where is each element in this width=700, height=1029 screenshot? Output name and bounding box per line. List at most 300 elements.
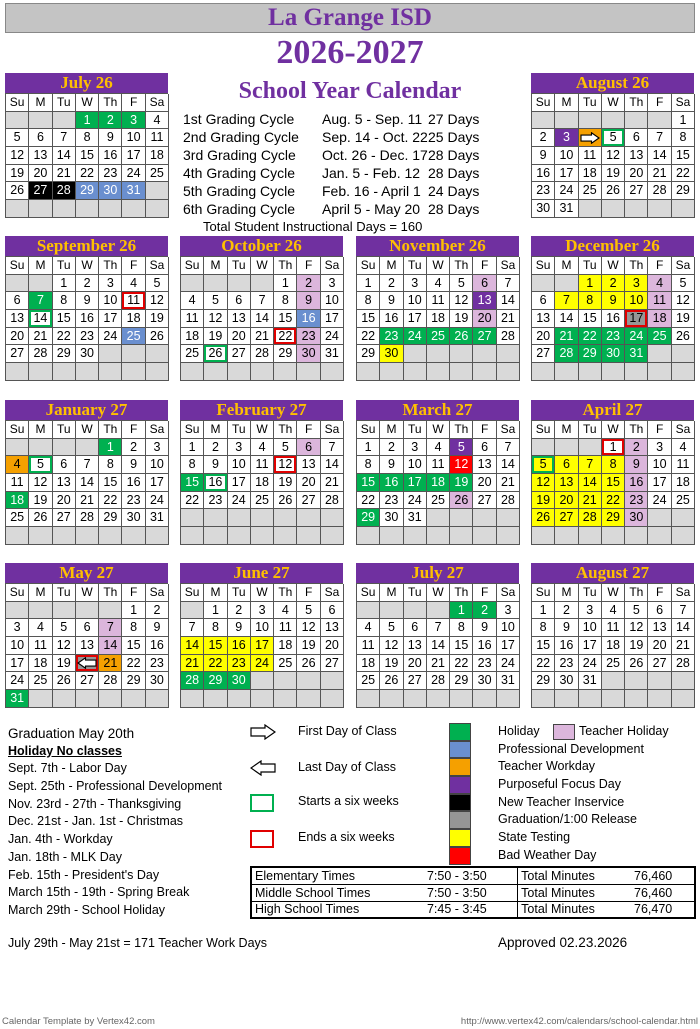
empty-day-cell [228, 275, 251, 293]
empty-day-cell [555, 439, 578, 457]
day-cell: 24 [555, 182, 578, 200]
empty-day-cell [76, 439, 99, 457]
legend-label: State Testing [498, 830, 571, 845]
day-cell: 1 [204, 602, 227, 620]
weekday-header: M [29, 257, 52, 275]
day-cell: 21 [672, 637, 695, 655]
day-cell: 27 [648, 655, 671, 673]
day-cell: 14 [181, 637, 204, 655]
empty-day-cell [274, 690, 297, 708]
day-cell: 9 [228, 619, 251, 637]
weekday-header: Su [357, 421, 380, 439]
weekday-header: M [555, 257, 578, 275]
weekday-header: Th [99, 94, 122, 112]
day-cell: 5 [274, 439, 297, 457]
day-cell: 20 [473, 474, 496, 492]
day-cell: 14 [53, 147, 76, 165]
school-level: Elementary Times [251, 867, 424, 884]
day-cell: 12 [297, 619, 320, 637]
empty-day-cell [181, 602, 204, 620]
school-level: High School Times [255, 902, 360, 917]
day-cell: 13 [29, 147, 52, 165]
empty-day-cell [380, 602, 403, 620]
empty-day-cell [321, 672, 344, 690]
day-cell: 6 [228, 292, 251, 310]
day-cell: 2 [555, 602, 578, 620]
empty-day-cell [404, 345, 427, 363]
day-cell: 9 [76, 292, 99, 310]
weekday-header: Su [6, 257, 29, 275]
empty-day-cell [555, 363, 578, 381]
day-cell: 14 [76, 474, 99, 492]
day-cell: 13 [648, 619, 671, 637]
month-calendar [5, 563, 168, 708]
teacher-work-days: July 29th - May 21st = 171 Teacher Work Days [8, 936, 268, 950]
weekday-header: W [602, 94, 625, 112]
empty-day-cell [321, 363, 344, 381]
weekday-header: Su [357, 257, 380, 275]
day-cell: 8 [450, 619, 473, 637]
empty-day-cell [648, 690, 671, 708]
day-cell: 19 [532, 492, 555, 510]
school-hours: 7:50 - 3:50 [424, 867, 518, 884]
weekday-header: M [555, 421, 578, 439]
empty-day-cell [473, 345, 496, 363]
empty-day-cell [251, 363, 274, 381]
color-legend [449, 723, 697, 865]
day-cell: 29 [532, 672, 555, 690]
empty-day-cell [53, 602, 76, 620]
weekday-header: Su [181, 421, 204, 439]
legend-row [449, 723, 697, 741]
day-cell: 20 [555, 492, 578, 510]
day-cell: 30 [380, 509, 403, 527]
month-title: November 26 [356, 236, 519, 256]
day-cell: 19 [450, 474, 473, 492]
day-cell: 8 [76, 129, 99, 147]
calendar-subtitle: School Year Calendar [238, 78, 462, 104]
day-cell: 26 [146, 328, 169, 346]
weekday-header: Tu [579, 257, 602, 275]
weekday-header: M [380, 421, 403, 439]
month-title: December 26 [531, 236, 694, 256]
day-cell: 15 [99, 474, 122, 492]
day-cell: 8 [357, 292, 380, 310]
day-cell: 17 [321, 310, 344, 328]
empty-day-cell [146, 363, 169, 381]
empty-day-cell [497, 345, 520, 363]
day-cell: 13 [473, 456, 496, 474]
weekday-header: W [76, 94, 99, 112]
day-cell: 21 [321, 474, 344, 492]
weekday-header: F [122, 94, 145, 112]
day-cell: 25 [427, 328, 450, 346]
cycle-name: 2nd Grading Cycle [183, 129, 299, 145]
day-cell: 26 [53, 672, 76, 690]
empty-day-cell [204, 509, 227, 527]
empty-day-cell [251, 527, 274, 545]
legend-row [449, 811, 697, 829]
day-cell: 11 [672, 456, 695, 474]
day-cell: 21 [76, 492, 99, 510]
empty-day-cell [450, 527, 473, 545]
day-cell: 16 [122, 474, 145, 492]
graduation-note: Graduation May 20th [8, 726, 135, 741]
day-cell: 23 [99, 165, 122, 183]
day-cell: 24 [497, 655, 520, 673]
day-cell: 7 [427, 619, 450, 637]
day-cell: 20 [228, 328, 251, 346]
month-grid [531, 93, 694, 218]
day-cell: 24 [122, 165, 145, 183]
empty-day-cell [29, 363, 52, 381]
day-cell: 17 [648, 474, 671, 492]
day-cell: 8 [357, 456, 380, 474]
day-cell: 2 [380, 439, 403, 457]
empty-day-cell [29, 275, 52, 293]
day-cell: 15 [122, 637, 145, 655]
day-cell: 27 [76, 672, 99, 690]
weekday-header: Sa [497, 584, 520, 602]
day-cell: 21 [427, 655, 450, 673]
day-cell: 5 [204, 292, 227, 310]
day-cell: 20 [297, 474, 320, 492]
holiday-item: Feb. 15th - President's Day [8, 867, 160, 882]
month-title: June 27 [180, 563, 343, 583]
empty-day-cell [29, 200, 52, 218]
day-cell: 11 [579, 147, 602, 165]
grading-cycle-row [183, 182, 523, 200]
day-cell: 9 [602, 292, 625, 310]
day-cell: 21 [648, 165, 671, 183]
weekday-header: Sa [321, 584, 344, 602]
cycle-days: 28 Days [428, 201, 480, 217]
empty-day-cell [579, 200, 602, 218]
day-cell: 13 [297, 456, 320, 474]
day-cell: 28 [427, 672, 450, 690]
day-cell: 20 [625, 165, 648, 183]
day-cell: 5 [532, 456, 555, 474]
legend-swatch [449, 723, 471, 741]
empty-day-cell [648, 112, 671, 130]
weekday-header: W [251, 584, 274, 602]
weekday-header: F [122, 421, 145, 439]
month-title: October 26 [180, 236, 343, 256]
day-cell: 21 [181, 655, 204, 673]
day-cell: 25 [579, 182, 602, 200]
empty-day-cell [181, 363, 204, 381]
day-cell: 25 [146, 165, 169, 183]
day-cell: 4 [122, 275, 145, 293]
minutes-label: Total Minutes [521, 902, 595, 917]
weekday-header: Su [532, 94, 555, 112]
empty-day-cell [555, 690, 578, 708]
day-cell: 2 [146, 602, 169, 620]
weekday-header: Sa [146, 584, 169, 602]
day-cell: 25 [122, 328, 145, 346]
red-box-icon [250, 830, 274, 848]
day-cell: 24 [625, 328, 648, 346]
day-cell: 1 [122, 602, 145, 620]
day-cell: 14 [672, 619, 695, 637]
weekday-header: Tu [53, 257, 76, 275]
day-cell: 2 [297, 275, 320, 293]
day-cell: 4 [146, 112, 169, 130]
day-cell: 6 [29, 129, 52, 147]
day-cell: 29 [357, 509, 380, 527]
day-cell: 26 [274, 492, 297, 510]
empty-day-cell [380, 527, 403, 545]
day-cell: 7 [497, 439, 520, 457]
day-cell: 18 [29, 655, 52, 673]
empty-day-cell [29, 527, 52, 545]
day-cell: 14 [99, 637, 122, 655]
day-cell: 21 [53, 165, 76, 183]
weekday-header: M [29, 584, 52, 602]
weekday-header: Su [532, 257, 555, 275]
month-grid [180, 583, 343, 708]
day-cell: 7 [251, 292, 274, 310]
empty-day-cell [181, 527, 204, 545]
empty-day-cell [228, 363, 251, 381]
month-grid [531, 420, 694, 545]
day-cell: 17 [99, 310, 122, 328]
day-cell: 26 [625, 655, 648, 673]
legend-label: Teacher Holiday [579, 724, 669, 738]
day-cell: 22 [450, 655, 473, 673]
grading-cycle-row [183, 110, 523, 128]
day-cell: 1 [274, 275, 297, 293]
legend-swatch [449, 847, 471, 865]
day-cell: 8 [602, 456, 625, 474]
day-cell: 27 [53, 509, 76, 527]
day-cell: 2 [99, 112, 122, 130]
empty-day-cell [427, 602, 450, 620]
cycle-days: 24 Days [428, 183, 480, 199]
day-cell: 1 [181, 439, 204, 457]
day-cell: 31 [6, 690, 29, 708]
day-cell: 18 [6, 492, 29, 510]
empty-day-cell [497, 527, 520, 545]
day-cell: 31 [404, 509, 427, 527]
month-calendar [356, 400, 519, 545]
day-cell: 1 [579, 275, 602, 293]
day-cell: 24 [648, 492, 671, 510]
empty-day-cell [53, 112, 76, 130]
day-cell: 11 [6, 474, 29, 492]
empty-day-cell [473, 690, 496, 708]
day-cell: 8 [579, 292, 602, 310]
month-grid [356, 583, 519, 708]
day-cell: 2 [473, 602, 496, 620]
cycle-name: 5th Grading Cycle [183, 183, 296, 199]
cycle-days: 28 Days [428, 165, 480, 181]
empty-day-cell [76, 200, 99, 218]
day-cell: 29 [99, 509, 122, 527]
month-calendar [531, 236, 694, 381]
month-title: July 26 [5, 73, 168, 93]
month-title: August 27 [531, 563, 694, 583]
day-cell: 22 [122, 655, 145, 673]
day-cell: 23 [532, 182, 555, 200]
day-cell: 21 [99, 655, 122, 673]
day-cell: 15 [274, 310, 297, 328]
day-cell: 27 [625, 182, 648, 200]
day-cell: 12 [602, 147, 625, 165]
empty-day-cell [602, 200, 625, 218]
weekday-header: Sa [321, 257, 344, 275]
day-cell: 15 [602, 474, 625, 492]
weekday-header: Su [6, 94, 29, 112]
day-cell: 19 [274, 474, 297, 492]
weekday-header: F [473, 584, 496, 602]
day-cell: 1 [602, 439, 625, 457]
day-cell: 15 [357, 474, 380, 492]
weekday-header: Sa [672, 421, 695, 439]
holiday-item: Jan. 4th - Workday [8, 832, 113, 847]
day-cell: 15 [532, 637, 555, 655]
weekday-header: M [380, 584, 403, 602]
day-cell: 23 [76, 328, 99, 346]
day-cell: 16 [380, 474, 403, 492]
empty-day-cell [297, 690, 320, 708]
weekday-header: W [251, 257, 274, 275]
legend-label: Graduation/1:00 Release [498, 812, 637, 827]
day-cell: 16 [76, 310, 99, 328]
empty-day-cell [602, 363, 625, 381]
grading-cycles [183, 110, 523, 218]
day-cell: 10 [404, 456, 427, 474]
day-cell: 16 [146, 637, 169, 655]
day-cell: 30 [555, 672, 578, 690]
day-cell: 19 [602, 165, 625, 183]
day-cell: 31 [321, 345, 344, 363]
day-cell: 12 [532, 474, 555, 492]
day-cell: 12 [450, 456, 473, 474]
day-cell: 7 [99, 619, 122, 637]
weekday-header: W [427, 257, 450, 275]
day-cell: 8 [122, 619, 145, 637]
day-cell: 3 [579, 602, 602, 620]
day-cell: 19 [29, 492, 52, 510]
day-cell: 11 [146, 129, 169, 147]
empty-day-cell [404, 527, 427, 545]
empty-day-cell [427, 363, 450, 381]
day-cell: 27 [297, 492, 320, 510]
month-title: July 27 [356, 563, 519, 583]
day-cell: 5 [450, 439, 473, 457]
day-cell: 20 [404, 655, 427, 673]
day-cell: 14 [427, 637, 450, 655]
empty-day-cell [625, 527, 648, 545]
day-cell: 13 [404, 637, 427, 655]
day-cell: 11 [648, 292, 671, 310]
empty-day-cell [427, 509, 450, 527]
legend-swatch [449, 741, 471, 759]
day-cell: 29 [204, 672, 227, 690]
empty-day-cell [579, 690, 602, 708]
day-cell: 12 [450, 292, 473, 310]
weekday-header: Tu [228, 257, 251, 275]
day-cell: 3 [146, 439, 169, 457]
legend-swatch [553, 724, 575, 740]
total-minutes: 76,460 [631, 884, 695, 901]
day-cell: 12 [29, 474, 52, 492]
day-cell: 4 [672, 439, 695, 457]
weekday-header: F [473, 257, 496, 275]
day-cell: 15 [450, 637, 473, 655]
empty-day-cell [427, 345, 450, 363]
day-cell: 14 [321, 456, 344, 474]
day-cell: 17 [404, 310, 427, 328]
month-calendar [180, 400, 343, 545]
empty-day-cell [602, 112, 625, 130]
day-cell: 5 [602, 129, 625, 147]
weekday-header: Su [6, 584, 29, 602]
day-cell: 18 [672, 474, 695, 492]
weekday-header: Th [274, 421, 297, 439]
day-cell: 30 [532, 200, 555, 218]
day-cell: 4 [648, 275, 671, 293]
holiday-item: March 15th - 19th - Spring Break [8, 885, 190, 900]
day-cell: 17 [251, 637, 274, 655]
weekday-header: Tu [404, 257, 427, 275]
month-calendar [356, 563, 519, 708]
cycle-range: Sep. 14 - Oct. 22 [322, 129, 428, 145]
day-cell: 7 [648, 129, 671, 147]
day-cell: 18 [251, 474, 274, 492]
day-cell: 28 [579, 509, 602, 527]
empty-day-cell [99, 345, 122, 363]
empty-day-cell [532, 439, 555, 457]
day-cell: 23 [473, 655, 496, 673]
grading-cycle-row [183, 128, 523, 146]
empty-day-cell [404, 363, 427, 381]
day-cell: 27 [29, 182, 52, 200]
day-cell: 12 [625, 619, 648, 637]
right-arrow-icon [250, 724, 276, 743]
day-cell: 24 [228, 492, 251, 510]
empty-day-cell [29, 690, 52, 708]
day-cell: 13 [228, 310, 251, 328]
day-cell: 11 [602, 619, 625, 637]
day-cell: 25 [602, 655, 625, 673]
empty-day-cell [321, 527, 344, 545]
month-title: March 27 [356, 400, 519, 420]
day-cell: 26 [29, 509, 52, 527]
month-grid [180, 420, 343, 545]
month-title: August 26 [531, 73, 694, 93]
empty-day-cell [76, 363, 99, 381]
empty-day-cell [251, 690, 274, 708]
month-calendar [531, 563, 694, 708]
day-cell: 3 [404, 439, 427, 457]
day-cell: 9 [473, 619, 496, 637]
empty-day-cell [29, 439, 52, 457]
weekday-header: Th [450, 584, 473, 602]
day-cell: 18 [122, 310, 145, 328]
day-cell: 18 [579, 165, 602, 183]
day-cell: 15 [53, 310, 76, 328]
day-cell: 23 [297, 328, 320, 346]
holiday-notes [8, 725, 248, 920]
legend-swatch [449, 758, 471, 776]
empty-day-cell [204, 690, 227, 708]
empty-day-cell [29, 602, 52, 620]
day-cell: 9 [380, 292, 403, 310]
day-cell: 8 [274, 292, 297, 310]
day-cell: 12 [380, 637, 403, 655]
